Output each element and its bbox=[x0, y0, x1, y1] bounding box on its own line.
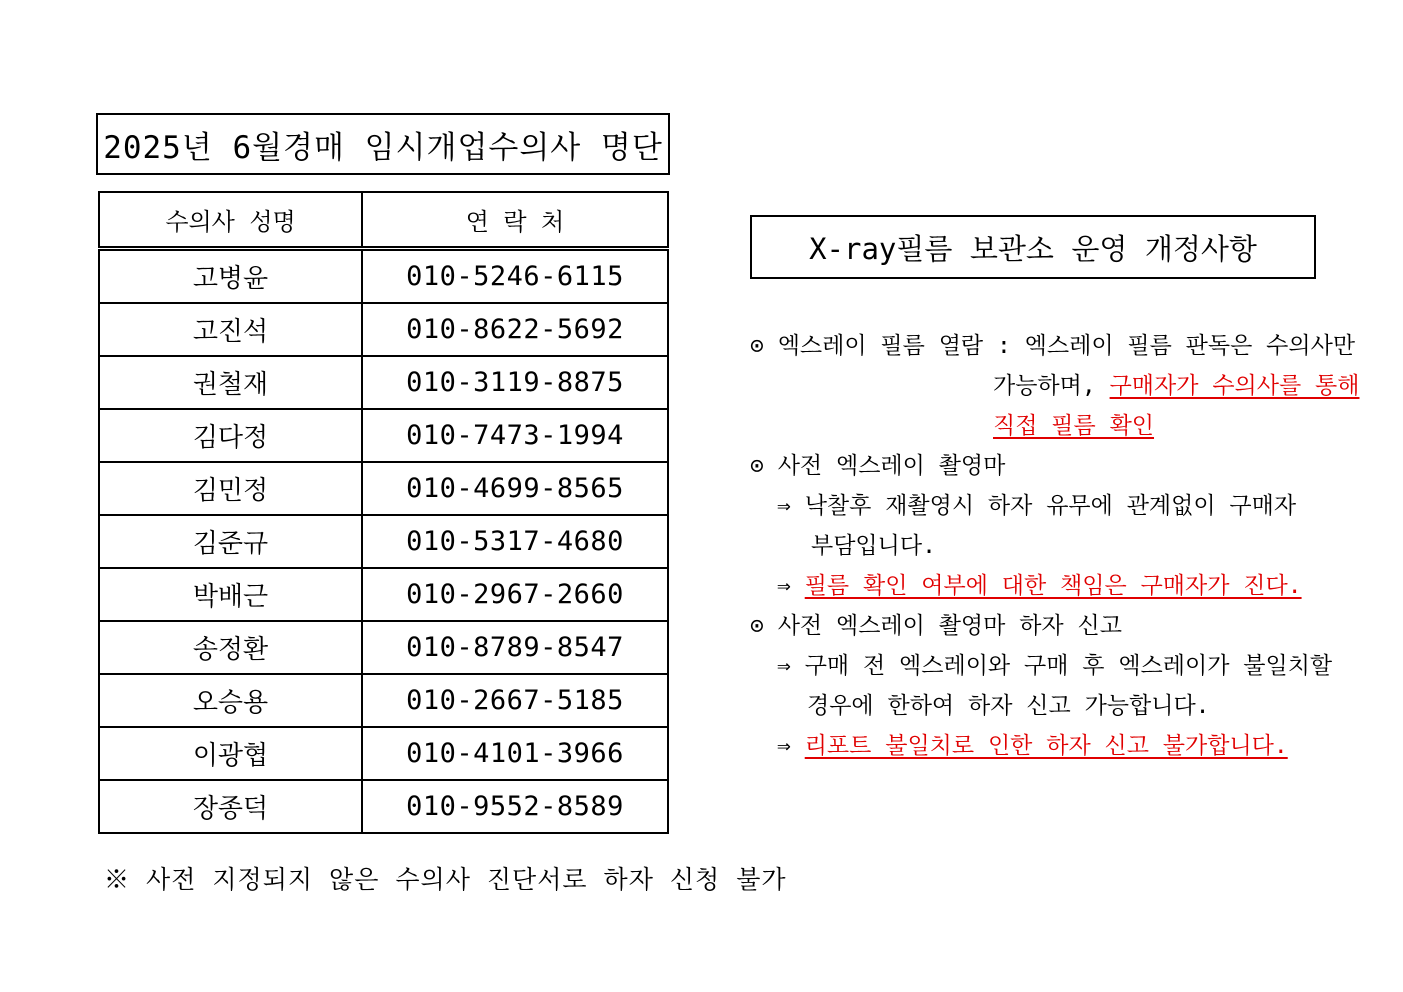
vet-name-cell: 송정환 bbox=[99, 621, 362, 674]
defect-item1-line2: 경우에 한하여 하자 신고 가능합니다. bbox=[807, 693, 1210, 719]
table-row bbox=[99, 356, 668, 409]
vet-name-cell: 김민정 bbox=[99, 462, 362, 515]
defect-item1: ⇒ 구매 전 엑스레이와 구매 후 엑스레이가 불일치할 bbox=[777, 653, 1333, 679]
table-row bbox=[99, 621, 668, 674]
defect-item2 bbox=[777, 731, 1288, 761]
table-row bbox=[99, 727, 668, 780]
section-xray-viewing-line3 bbox=[993, 411, 1154, 441]
section-xray-viewing: ⊙ 엑스레이 필름 열람 : 엑스레이 필름 판독은 수의사만 bbox=[750, 333, 1356, 359]
table-row bbox=[99, 462, 668, 515]
vet-name-cell: 권철재 bbox=[99, 356, 362, 409]
phone-cell: 010-9552-8589 bbox=[362, 780, 668, 833]
table-row bbox=[99, 303, 668, 356]
table-header-row bbox=[99, 192, 668, 249]
pre-xray-item1: ⇒ 낙찰후 재촬영시 하자 유무에 관계없이 구매자 bbox=[777, 493, 1297, 519]
vet-name-cell: 김다정 bbox=[99, 409, 362, 462]
section-pre-xray: ⊙ 사전 엑스레이 촬영마 bbox=[750, 453, 1006, 479]
footnote: ※ 사전 지정되지 않은 수의사 진단서로 하자 신청 불가 bbox=[104, 865, 787, 894]
roster-title: 2025년 6월경매 임시개업수의사 명단 bbox=[96, 113, 670, 175]
viewing-text: 가능하며, bbox=[993, 373, 1096, 399]
phone-cell: 010-4699-8565 bbox=[362, 462, 668, 515]
vet-name-cell: 박배근 bbox=[99, 568, 362, 621]
phone-cell: 010-2667-5185 bbox=[362, 674, 668, 727]
table-row bbox=[99, 674, 668, 727]
vet-name-cell: 오승용 bbox=[99, 674, 362, 727]
arrow-icon: ⇒ bbox=[777, 733, 791, 759]
phone-cell: 010-5317-4680 bbox=[362, 515, 668, 568]
pre-xray-item1-line2: 부담입니다. bbox=[811, 533, 936, 559]
phone-cell: 010-8789-8547 bbox=[362, 621, 668, 674]
phone-cell: 010-2967-2660 bbox=[362, 568, 668, 621]
header-contact: 연 락 처 bbox=[362, 192, 668, 249]
pre-xray-item2 bbox=[777, 571, 1302, 601]
vet-name-cell: 고병윤 bbox=[99, 249, 362, 304]
phone-cell: 010-4101-3966 bbox=[362, 727, 668, 780]
notice-title: X-ray필름 보관소 운영 개정사항 bbox=[750, 215, 1316, 279]
section-xray-viewing-line2 bbox=[993, 371, 1383, 401]
section-defect-report: ⊙ 사전 엑스레이 촬영마 하자 신고 bbox=[750, 613, 1122, 639]
viewing-red-text: 구매자가 수의사를 통해 bbox=[1109, 373, 1360, 399]
vet-name-cell: 김준규 bbox=[99, 515, 362, 568]
viewing-red-text-2: 직접 필름 확인 bbox=[993, 413, 1155, 439]
table-row bbox=[99, 515, 668, 568]
table-row bbox=[99, 249, 668, 304]
phone-cell: 010-7473-1994 bbox=[362, 409, 668, 462]
pre-xray-red-text: 필름 확인 여부에 대한 책임은 구매자가 진다. bbox=[804, 573, 1302, 599]
arrow-icon: ⇒ bbox=[777, 573, 791, 599]
vet-name-cell: 장종덕 bbox=[99, 780, 362, 833]
vet-rows bbox=[99, 249, 668, 834]
phone-cell: 010-8622-5692 bbox=[362, 303, 668, 356]
table-row bbox=[99, 568, 668, 621]
vet-roster-table bbox=[98, 191, 669, 834]
vet-name-cell: 고진석 bbox=[99, 303, 362, 356]
phone-cell: 010-5246-6115 bbox=[362, 249, 668, 304]
table-row bbox=[99, 780, 668, 833]
phone-cell: 010-3119-8875 bbox=[362, 356, 668, 409]
vet-name-cell: 이광협 bbox=[99, 727, 362, 780]
table-row bbox=[99, 409, 668, 462]
defect-red-text: 리포트 불일치로 인한 하자 신고 불가합니다. bbox=[804, 733, 1288, 759]
header-vet-name: 수의사 성명 bbox=[99, 192, 362, 249]
